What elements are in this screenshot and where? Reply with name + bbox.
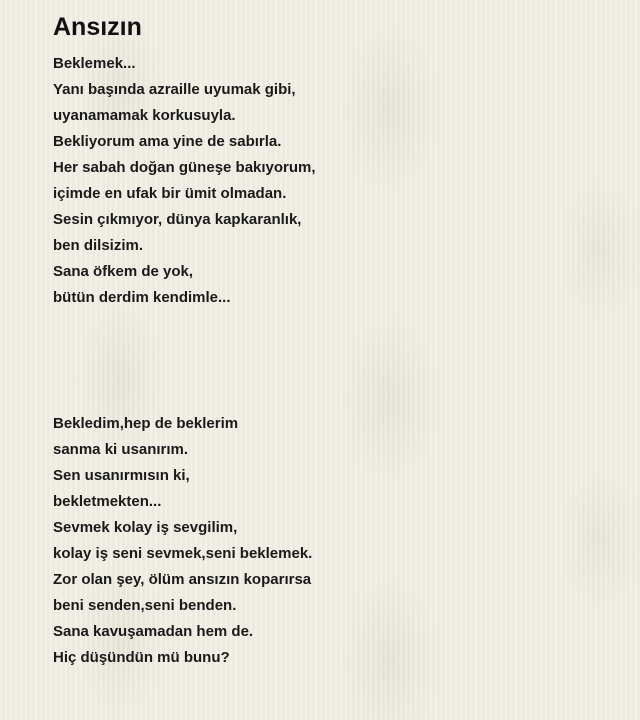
poem-line: Bekliyorum ama yine de sabırla. xyxy=(53,133,282,150)
poem-line: Sevmek kolay iş sevgilim, xyxy=(53,519,238,536)
poem-line: Bekledim,hep de beklerim xyxy=(53,415,239,432)
poem-line: ben dilsizim. xyxy=(53,237,144,254)
poem-line: Yanı başında azraille uyumak gibi, xyxy=(53,81,296,98)
poem-line: bekletmekten... xyxy=(53,493,162,510)
poem-line: uyanamamak korkusuyla. xyxy=(53,107,236,124)
poem-title: Ansızın xyxy=(53,13,142,41)
poem-line: Beklemek... xyxy=(53,55,136,72)
poem-line: Sesin çıkmıyor, dünya kapkaranlık, xyxy=(53,211,302,228)
poem-line: Sana öfkem de yok, xyxy=(53,263,194,280)
poem-line: bütün derdim kendimle... xyxy=(53,289,231,306)
poem-line: Hiç düşündün mü bunu? xyxy=(53,649,230,666)
poem-line: Zor olan şey, ölüm ansızın koparırsa xyxy=(53,571,312,588)
poem-line: Sana kavuşamadan hem de. xyxy=(53,623,254,640)
stanza-1 xyxy=(53,51,613,311)
poem-container xyxy=(53,10,613,671)
poem-line: içimde en ufak bir ümit olmadan. xyxy=(53,185,287,202)
poem-line: beni senden,seni benden. xyxy=(53,597,237,614)
poem-line: Her sabah doğan güneşe bakıyorum, xyxy=(53,159,316,176)
poem-line: kolay iş seni sevmek,seni beklemek. xyxy=(53,545,313,562)
stanza-2 xyxy=(53,411,613,671)
poem-line: Sen usanırmısın ki, xyxy=(53,467,190,484)
poem-line: sanma ki usanırım. xyxy=(53,441,189,458)
